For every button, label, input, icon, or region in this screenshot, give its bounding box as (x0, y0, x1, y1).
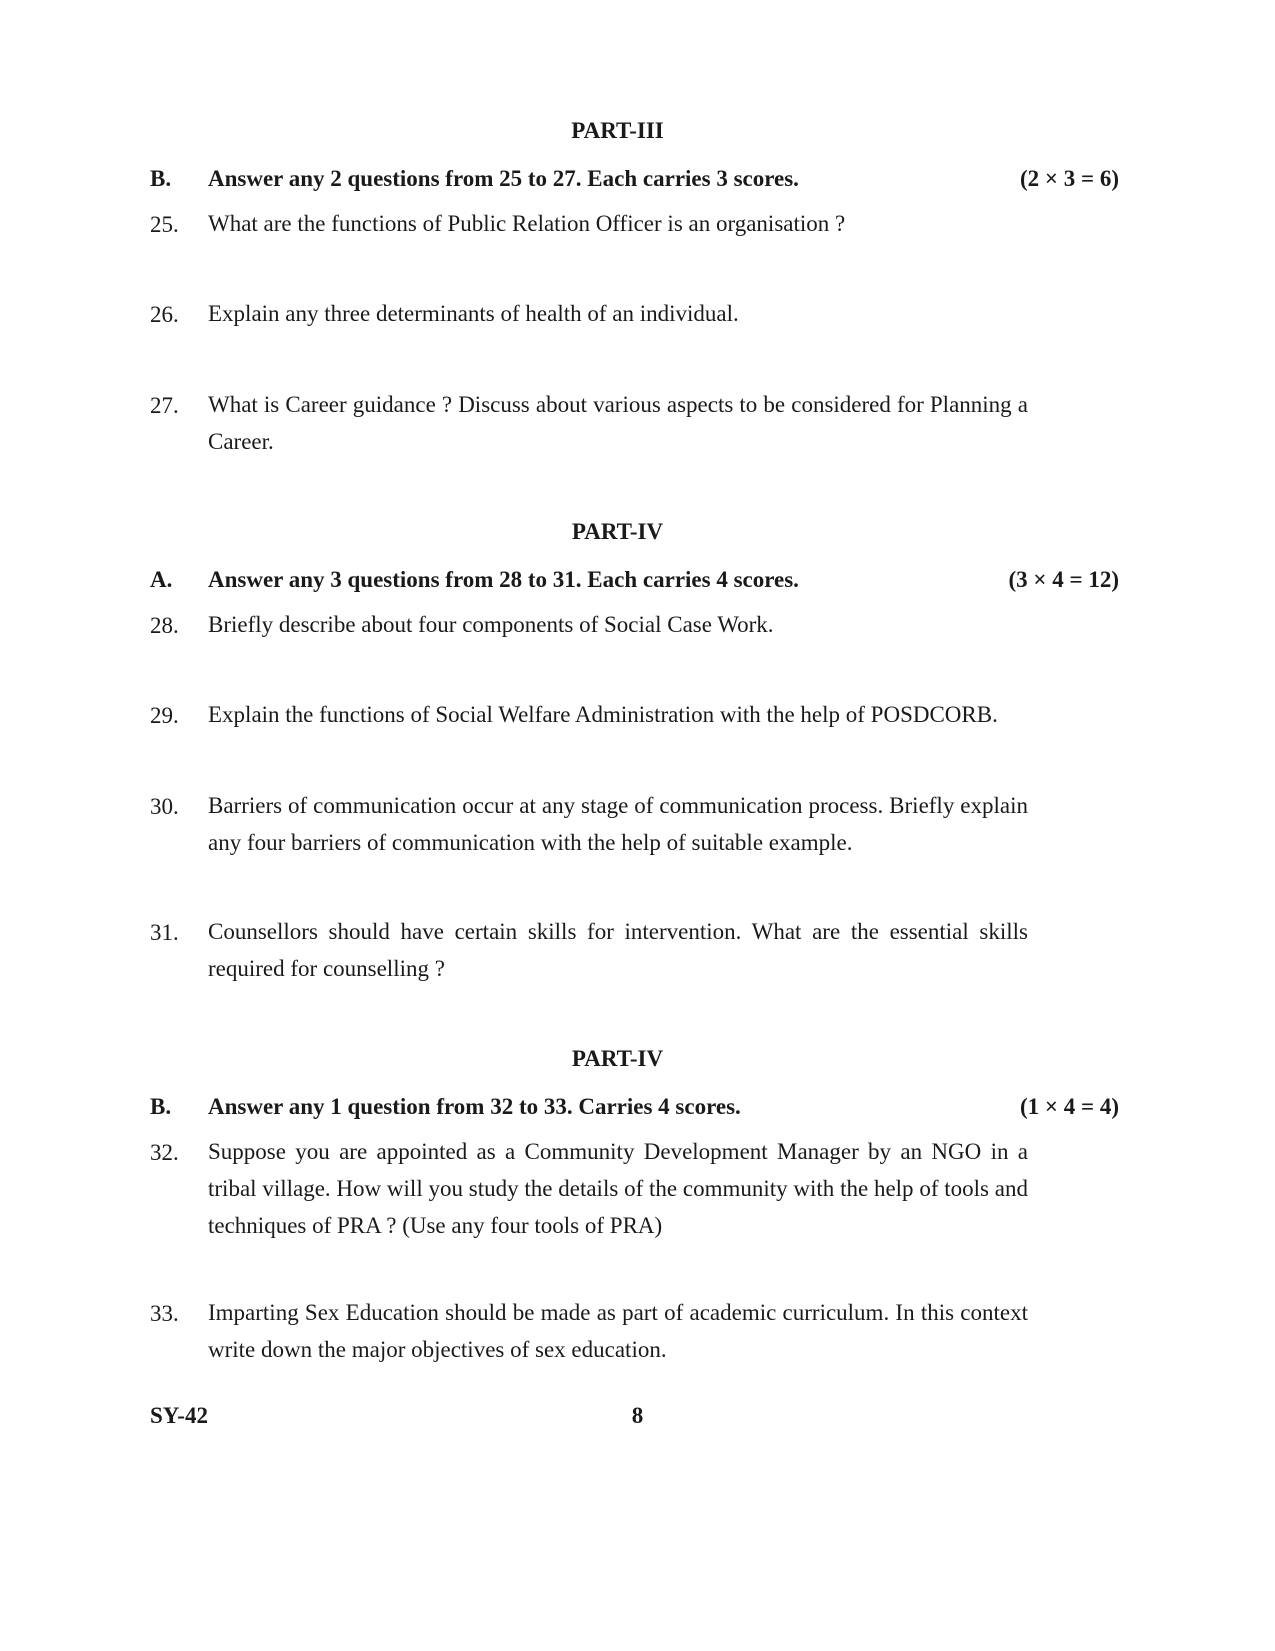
question-number: 29. (150, 703, 179, 728)
question-number: 26. (150, 302, 179, 327)
question-number: 32. (150, 1140, 179, 1165)
question-text: Barriers of communication occur at any stage of communication process. Briefly explain any four barriers of communication with the help of suitable example. (208, 793, 1028, 855)
section-b-instruction: Answer any 2 questions from 25 to 27. Each carries 3 scores. (208, 166, 799, 191)
question-text: What are the functions of Public Relation Officer is an organisation ? (208, 211, 846, 236)
section-a-instruction: Answer any 3 questions from 28 to 31. Each carries 4 scores. (208, 567, 799, 592)
section-b2-label: B. (150, 1094, 172, 1119)
section-b-label: B. (150, 166, 172, 191)
question-text: Explain the functions of Social Welfare Administration with the help of POSDCORB. (208, 702, 998, 727)
section-b-marks: (2 × 3 = 6) (1019, 166, 1119, 191)
part-iv-a-title: PART-IV (571, 519, 664, 544)
question-text: What is Career guidance ? Discuss about various aspects to be considered for Planning a Career. (208, 392, 1028, 454)
question-text: Explain any three determinants of health of an individual. (208, 301, 739, 326)
question-number: 27. (150, 393, 179, 418)
question-number: 28. (150, 613, 179, 638)
part-iv-b-title: PART-IV (571, 1046, 664, 1071)
question-number: 33. (150, 1301, 179, 1326)
section-a-marks: (3 × 4 = 12) (1008, 567, 1119, 592)
page-number: 8 (631, 1403, 644, 1428)
question-text: Imparting Sex Education should be made as part of academic curriculum. In this context write down the major objectives of sex education. (208, 1300, 1028, 1362)
question-text: Suppose you are appointed as a Community Development Manager by an NGO in a tribal village. How will you study the details of the community with the help of tools and techniques of PRA ? (Use any four tools of PRA) (208, 1139, 1028, 1238)
section-a-label: A. (150, 567, 173, 592)
question-text: Briefly describe about four components of Social Case Work. (208, 612, 774, 637)
section-b2-marks: (1 × 4 = 4) (1019, 1094, 1119, 1119)
question-number: 30. (150, 794, 179, 819)
part-iii-title: PART-III (571, 118, 664, 143)
question-number: 25. (150, 212, 179, 237)
question-number: 31. (150, 920, 179, 945)
question-text: Counsellors should have certain skills for intervention. What are the essential skills required for counselling ? (208, 919, 1028, 981)
section-b2-instruction: Answer any 1 question from 32 to 33. Carries 4 scores. (208, 1094, 741, 1119)
paper-code: SY-42 (150, 1403, 208, 1428)
